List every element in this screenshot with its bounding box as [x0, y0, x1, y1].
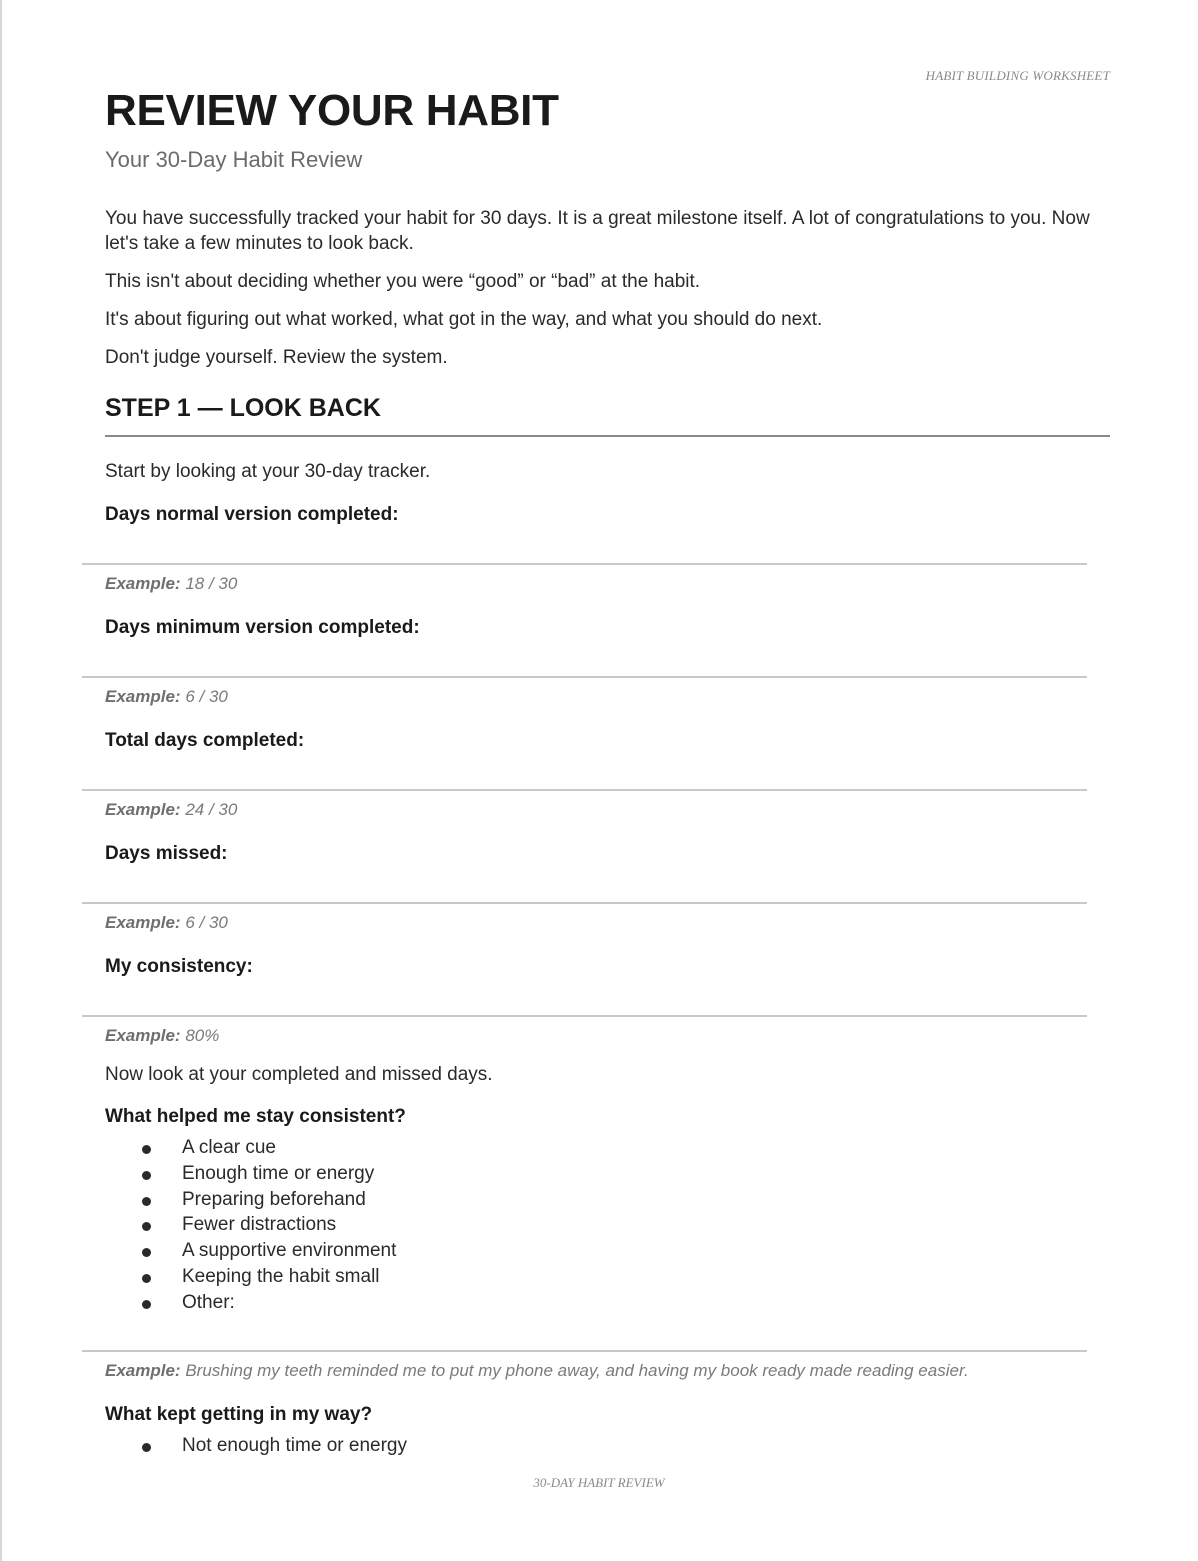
example-tag: Example:: [105, 1026, 181, 1045]
intro-paragraph: This isn't about deciding whether you were “good” or “bad” at the habit.: [105, 271, 701, 292]
obstacles-list: [105, 1433, 1110, 1459]
helped-section: [105, 1104, 1110, 1382]
page-subtitle: Your 30-Day Habit Review: [105, 147, 363, 172]
followup-text: Now look at your completed and missed days.: [105, 1064, 493, 1085]
field-label: What kept getting in my way?: [105, 1403, 373, 1425]
field-label: Total days completed:: [105, 730, 305, 751]
helped-list: [105, 1135, 1110, 1316]
intro-paragraph: It's about figuring out what worked, what got in the way, and what you should do next.: [105, 309, 823, 330]
field-label: What helped me stay consistent?: [105, 1106, 406, 1127]
field-label: Days missed:: [105, 843, 228, 864]
example-text: [105, 1025, 1110, 1047]
list-item: Fewer distractions: [105, 1212, 1110, 1238]
example-tag: Example:: [105, 800, 181, 819]
obstacles-section: [105, 1402, 1110, 1459]
intro-paragraph: Don't judge yourself. Review the system.: [105, 347, 448, 368]
example-value: 24 / 30: [185, 800, 238, 819]
example-tag: Example:: [105, 574, 181, 593]
field-label: Days normal version completed:: [105, 504, 399, 525]
intro-paragraph: You have successfully tracked your habit for 30 days. It is a great milestone itself. A lot of congratulations to you. Now let's take a few minutes to look back.: [105, 208, 1090, 254]
example-value: 80%: [185, 1026, 220, 1045]
field-normal-days: [105, 502, 1110, 595]
field-minimum-days: [105, 615, 1110, 708]
worksheet-page: [105, 86, 1110, 1458]
answer-line[interactable]: [82, 676, 1087, 678]
example-tag: Example:: [105, 687, 181, 706]
list-item: Keeping the habit small: [105, 1264, 1110, 1290]
step-heading: STEP 1 — LOOK BACK: [105, 393, 1110, 437]
page-edge: [0, 0, 2, 1561]
list-item: A supportive environment: [105, 1238, 1110, 1264]
answer-line[interactable]: [82, 1350, 1087, 1352]
step-lead: Start by looking at your 30-day tracker.: [105, 461, 431, 482]
answer-line[interactable]: [82, 789, 1087, 791]
answer-line[interactable]: [82, 563, 1087, 565]
example-value: 6 / 30: [185, 687, 228, 706]
field-label: Days minimum version completed:: [105, 617, 420, 638]
running-header: HABIT BUILDING WORKSHEET: [925, 68, 1110, 83]
example-tag: Example:: [105, 913, 181, 932]
field-consistency: [105, 954, 1110, 1047]
example-text: [105, 912, 1110, 934]
example-text: [105, 686, 1110, 708]
page-title: REVIEW YOUR HABIT: [105, 86, 559, 135]
list-item: Preparing beforehand: [105, 1187, 1110, 1213]
example-text: [105, 799, 1110, 821]
list-item: Other:: [105, 1290, 1110, 1316]
answer-line[interactable]: [82, 902, 1087, 904]
example-tag: Example:: [105, 1360, 181, 1380]
list-item: Enough time or energy: [105, 1161, 1110, 1187]
field-label: My consistency:: [105, 956, 253, 977]
intro-section: [105, 206, 1110, 370]
example-value: 6 / 30: [185, 913, 228, 932]
field-total-days: [105, 728, 1110, 821]
example-text: [105, 1360, 1110, 1382]
example-value: Brushing my teeth reminded me to put my phone away, and having my book ready made reading easier.: [185, 1360, 969, 1380]
list-item: A clear cue: [105, 1135, 1110, 1161]
list-item: Not enough time or energy: [105, 1433, 1110, 1459]
example-value: 18 / 30: [185, 574, 238, 593]
field-missed-days: [105, 841, 1110, 934]
example-text: [105, 573, 1110, 595]
answer-line[interactable]: [82, 1015, 1087, 1017]
running-footer: 30-DAY HABIT REVIEW: [533, 1475, 665, 1490]
